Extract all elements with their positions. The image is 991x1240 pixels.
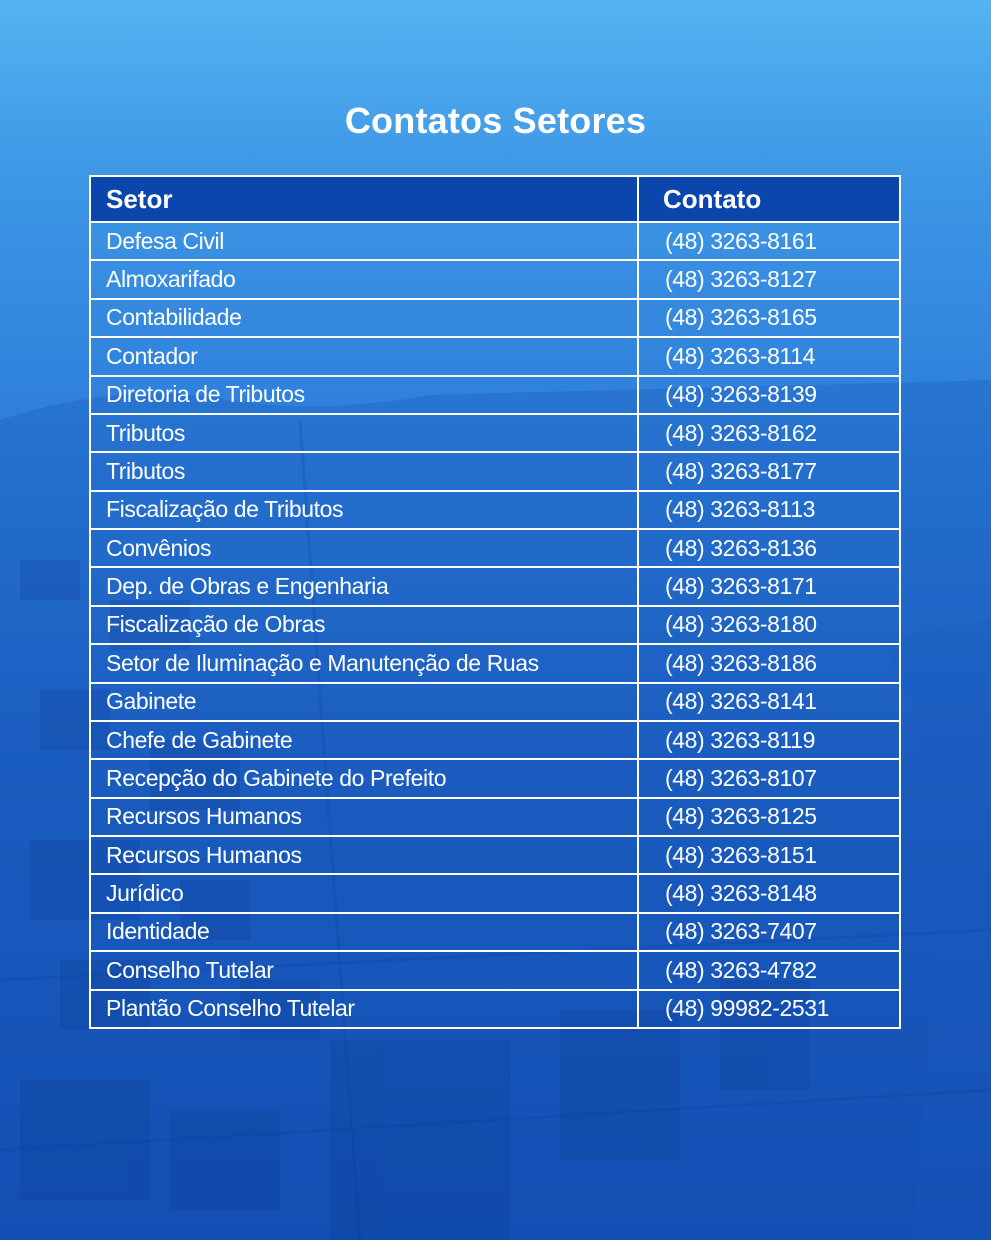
- table-row: [90, 452, 900, 490]
- setor-cell: Plantão Conselho Tutelar: [90, 990, 638, 1029]
- contato-cell: (48) 3263-8151: [638, 836, 900, 874]
- table-row: [90, 260, 900, 298]
- contato-cell: (48) 3263-8139: [638, 376, 900, 414]
- table-row: [90, 836, 900, 874]
- table-row: [90, 567, 900, 605]
- table-row: [90, 299, 900, 337]
- contato-cell: (48) 3263-8119: [638, 721, 900, 759]
- contato-cell: (48) 3263-8177: [638, 452, 900, 490]
- setor-cell: Convênios: [90, 529, 638, 567]
- page-title: Contatos Setores: [344, 100, 647, 141]
- setor-cell: Contabilidade: [90, 299, 638, 337]
- setor-cell: Jurídico: [90, 874, 638, 912]
- setor-cell: Diretoria de Tributos: [90, 376, 638, 414]
- table-header-row: [90, 176, 900, 222]
- table-row: [90, 337, 900, 375]
- setor-cell: Gabinete: [90, 683, 638, 721]
- contato-cell: (48) 3263-8161: [638, 222, 900, 260]
- table-row: [90, 491, 900, 529]
- column-header-setor: Setor: [90, 176, 638, 222]
- contato-cell: (48) 3263-8180: [638, 606, 900, 644]
- contato-cell: (48) 3263-8165: [638, 299, 900, 337]
- setor-cell: Dep. de Obras e Engenharia: [90, 567, 638, 605]
- setor-cell: Almoxarifado: [90, 260, 638, 298]
- table-row: [90, 951, 900, 989]
- setor-cell: Tributos: [90, 414, 638, 452]
- contato-cell: (48) 3263-4782: [638, 951, 900, 989]
- contato-cell: (48) 3263-8107: [638, 759, 900, 797]
- table-row: [90, 376, 900, 414]
- contato-cell: (48) 3263-8136: [638, 529, 900, 567]
- table-row: [90, 683, 900, 721]
- setor-cell: Chefe de Gabinete: [90, 721, 638, 759]
- setor-cell: Fiscalização de Tributos: [90, 491, 638, 529]
- table-body: [90, 222, 900, 1028]
- table-row: [90, 990, 900, 1029]
- contato-cell: (48) 3263-7407: [638, 913, 900, 951]
- contato-cell: (48) 3263-8113: [638, 491, 900, 529]
- contacts-table: [89, 175, 901, 1029]
- table-row: [90, 874, 900, 912]
- contato-cell: (48) 3263-8162: [638, 414, 900, 452]
- contato-cell: (48) 3263-8186: [638, 644, 900, 682]
- setor-cell: Conselho Tutelar: [90, 951, 638, 989]
- setor-cell: Recursos Humanos: [90, 836, 638, 874]
- table-row: [90, 759, 900, 797]
- contato-cell: (48) 3263-8171: [638, 567, 900, 605]
- setor-cell: Contador: [90, 337, 638, 375]
- contato-cell: (48) 3263-8141: [638, 683, 900, 721]
- table-row: [90, 414, 900, 452]
- setor-cell: Identidade: [90, 913, 638, 951]
- setor-cell: Setor de Iluminação e Manutenção de Ruas: [90, 644, 638, 682]
- contato-cell: (48) 3263-8114: [638, 337, 900, 375]
- contato-cell: (48) 3263-8125: [638, 798, 900, 836]
- column-header-contato: Contato: [638, 176, 900, 222]
- table-row: [90, 606, 900, 644]
- setor-cell: Recepção do Gabinete do Prefeito: [90, 759, 638, 797]
- contato-cell: (48) 3263-8148: [638, 874, 900, 912]
- table-row: [90, 721, 900, 759]
- table-row: [90, 529, 900, 567]
- table-row: [90, 798, 900, 836]
- contato-cell: (48) 3263-8127: [638, 260, 900, 298]
- table-row: [90, 913, 900, 951]
- table-row: [90, 222, 900, 260]
- setor-cell: Tributos: [90, 452, 638, 490]
- table-row: [90, 644, 900, 682]
- setor-cell: Defesa Civil: [90, 222, 638, 260]
- contato-cell: (48) 99982-2531: [638, 990, 900, 1029]
- setor-cell: Fiscalização de Obras: [90, 606, 638, 644]
- setor-cell: Recursos Humanos: [90, 798, 638, 836]
